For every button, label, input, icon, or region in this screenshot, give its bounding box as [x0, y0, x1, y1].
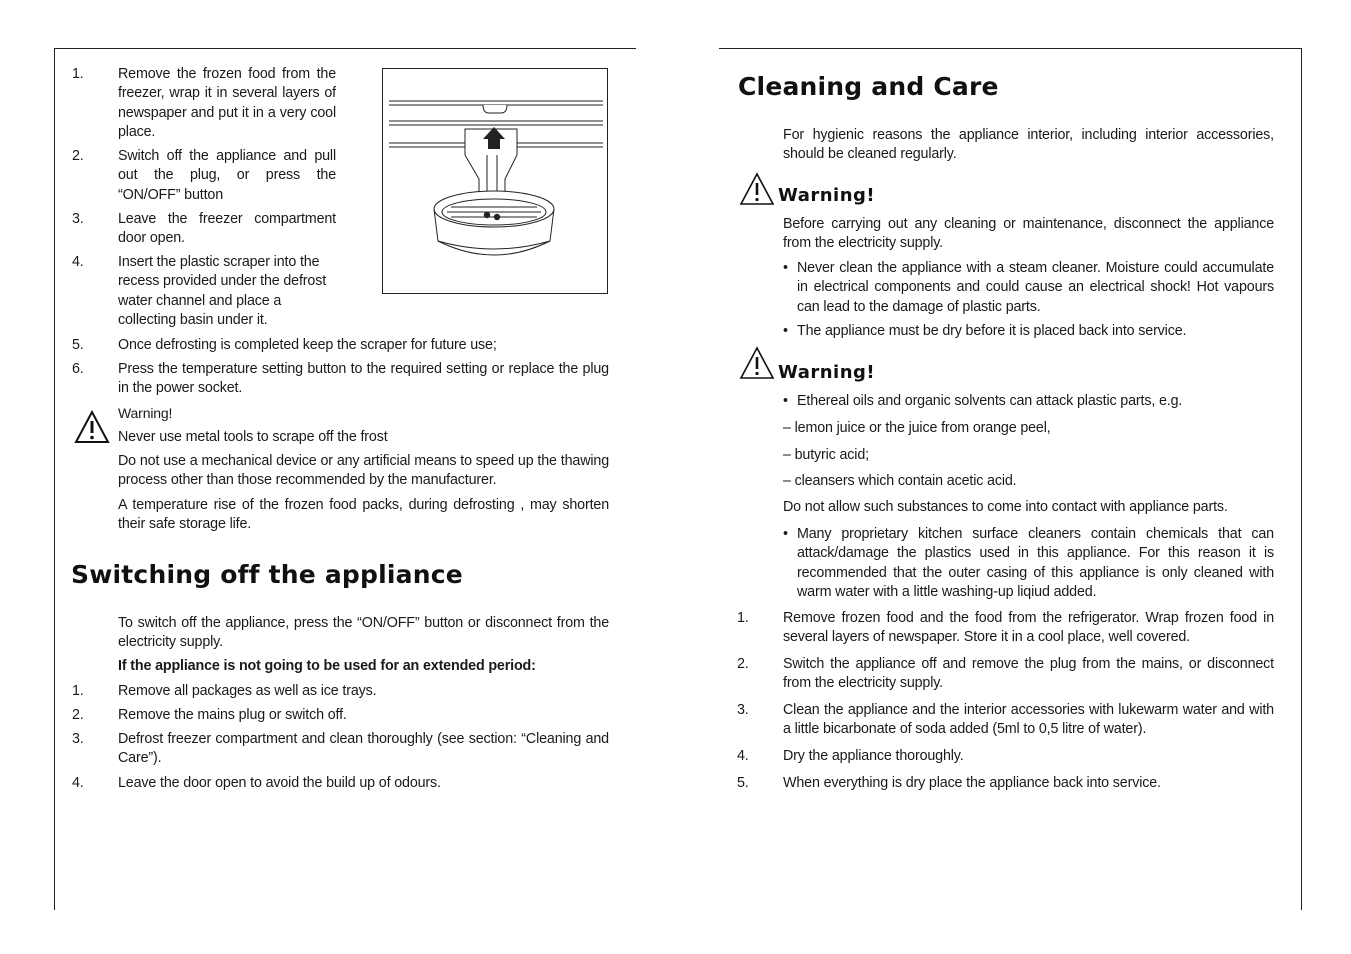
- warning-triangle-icon: [74, 410, 110, 444]
- warning-metal-tools: Never use metal tools to scrape off the frost: [118, 429, 388, 445]
- warning-heading-2: Warning!: [778, 362, 876, 383]
- scraper-basin-drawing: [383, 69, 607, 293]
- defrost-scraper-illustration: [382, 68, 608, 294]
- left-page-side-rule: [54, 48, 55, 910]
- right-page-side-rule: [1301, 48, 1302, 910]
- dash-acetic-acid: – cleansers which contain acetic acid.: [783, 473, 1017, 489]
- left-page-top-rule: [54, 48, 636, 49]
- warning-triangle-icon: [739, 346, 775, 380]
- warning-triangle-icon: [739, 172, 775, 206]
- extended-period-subheading: If the appliance is not going to be used for an extended period:: [118, 658, 536, 674]
- warning-temperature-rise: A temperature rise of the frozen food packs, during defrosting , may shorten their safe storage life.: [118, 497, 609, 533]
- warning-title: Warning!: [118, 405, 173, 421]
- substances-note: Do not allow such substances to come into contact with appliance parts.: [783, 499, 1228, 515]
- warning1-disconnect: Before carrying out any cleaning or maintenance, disconnect the appliance from the electricity supply.: [783, 216, 1274, 252]
- dash-butyric-acid: – butyric acid;: [783, 447, 869, 463]
- right-page-top-rule: [719, 48, 1302, 49]
- switching-off-heading: Switching off the appliance: [71, 560, 463, 589]
- cleaning-care-heading: Cleaning and Care: [738, 72, 999, 101]
- switching-off-intro: To switch off the appliance, press the “ON/OFF” button or disconnect from the electricity supply.: [118, 615, 609, 651]
- warning-mechanical-device: Do not use a mechanical device or any artificial means to speed up the thawing process other than those recommended by the manufacturer.: [118, 453, 609, 489]
- dash-lemon-juice: – lemon juice or the juice from orange peel,: [783, 420, 1051, 436]
- cleaning-intro: For hygienic reasons the appliance interior, including interior accessories, should be cleaned regularly.: [783, 127, 1274, 163]
- warning-heading-1: Warning!: [778, 185, 876, 206]
